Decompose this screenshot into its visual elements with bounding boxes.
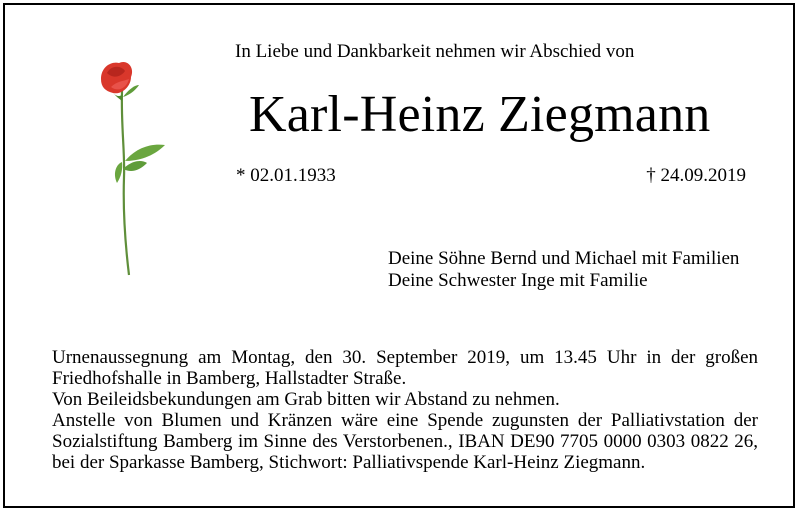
red-rose-icon [87, 57, 171, 279]
intro-line: In Liebe und Dankbarkeit nehmen wir Abschied von [235, 41, 635, 62]
birth-date: * 02.01.1933 [236, 165, 336, 186]
mourner-line: Deine Söhne Bernd und Michael mit Familien [388, 248, 740, 269]
obituary-notice [3, 3, 795, 508]
mourner-line: Deine Schwester Inge mit Familie [388, 270, 648, 291]
condolences-text: Von Beileidsbekundungen am Grab bitten wir Abstand zu nehmen. [52, 389, 560, 410]
donation-text: Anstelle von Blumen und Kränzen wäre eine Spende zugunsten der Palliativstation der Sozialstiftung Bamberg im Sinne des Verstorbenen., IBAN DE90 7705 0000 0303 0822 26, bei der Sparkasse Bamberg, Stichwort: Palliativspende Karl-Heinz Ziegmann. [52, 410, 758, 473]
notice-body [52, 347, 758, 473]
ceremony-text: Urnenaussegnung am Montag, den 30. September 2019, um 13.45 Uhr in der großen Friedhofshalle in Bamberg, Hallstadter Straße. [52, 347, 758, 389]
death-date: † 24.09.2019 [646, 165, 746, 186]
deceased-name: Karl-Heinz Ziegmann [249, 86, 711, 143]
mourners-list [388, 248, 739, 292]
